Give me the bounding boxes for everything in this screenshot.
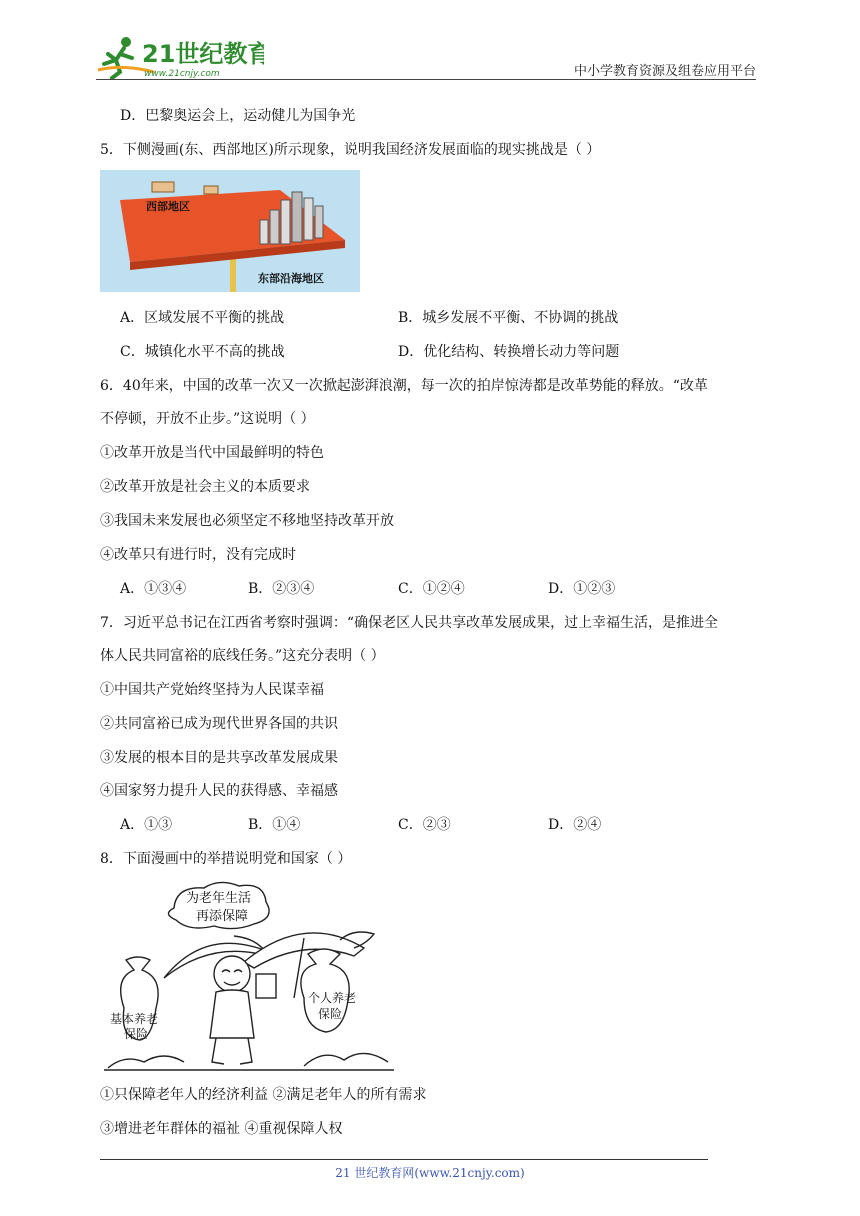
q5-stem: 5．下侧漫画(东、西部地区)所示现象，说明我国经济发展面临的现实挑战是（ ） [100,142,601,158]
footer-link[interactable]: 21 世纪教育网(www.21cnjy.com) [335,1166,525,1180]
site-logo [94,34,264,80]
q7-statement-3: ③发展的根本目的是共享改革发展成果 [100,750,338,766]
q6-option-b: B．②③④ [248,581,315,597]
logo-text: 21世纪教育 [142,40,264,68]
q5-option-b: B．城乡发展不平衡、不协调的挑战 [398,310,619,326]
q8-cartoon-elderly-insurance [104,878,394,1074]
q5-option-c: C．城镇化水平不高的挑战 [120,344,285,360]
footer-divider [100,1159,708,1160]
q7-statement-1: ①中国共产党始终坚持为人民谋幸福 [100,682,324,698]
q7-option-d: D．②④ [548,817,602,833]
q6-statement-2: ②改革开放是社会主义的本质要求 [100,479,310,495]
q6-statement-4: ④改革只有进行时，没有完成时 [100,547,296,563]
q7-stem-line2: 体人民共同富裕的底线任务。”这充分表明（ ） [100,648,385,664]
logo-url: www.21cnjy.com [144,69,220,79]
label-east-coast: 东部沿海地区 [258,272,324,285]
q4-option-d: D．巴黎奥运会上，运动健儿为国争光 [120,108,356,124]
q8-statements-row1: ①只保障老年人的经济利益 ②满足老年人的所有需求 [100,1087,427,1103]
q6-option-a: A．①③④ [120,581,187,597]
q8-statements-row2: ③增进老年群体的福祉 ④重视保障人权 [100,1121,343,1137]
q6-statement-1: ①改革开放是当代中国最鲜明的特色 [100,445,324,461]
q7-option-a: A．①③ [120,817,173,833]
runner-logo-icon [94,34,264,80]
header-divider [96,79,756,80]
q7-option-c: C．②③ [398,817,451,833]
q5-cartoon-east-west [100,170,360,292]
cloud-text-line1: 为老年生活 [186,891,252,906]
q5-option-a: A．区域发展不平衡的挑战 [120,310,285,326]
q7-option-b: B．①④ [248,817,301,833]
right-bag-text-line2: 保险 [318,1007,343,1021]
q6-stem-line2: 不停顿，开放不止步。”这说明（ ） [100,411,315,427]
q6-option-d: D．①②③ [548,581,616,597]
left-bag-text-line2: 保险 [124,1027,149,1041]
q7-statement-4: ④国家努力提升人民的获得感、幸福感 [100,783,338,799]
q6-stem-line1: 6．40年来，中国的改革一次又一次掀起澎湃浪潮，每一次的拍岸惊涛都是改革势能的释放。“改革 [100,378,708,394]
cloud-text-line2: 再添保障 [196,909,249,924]
q7-statement-2: ②共同富裕已成为现代世界各国的共识 [100,716,338,732]
q7-stem-line1: 7．习近平总书记在江西省考察时强调：“确保老区人民共享改革发展成果，过上幸福生活，是推进全 [100,615,719,631]
q8-stem: 8．下面漫画中的举措说明党和国家（ ） [100,851,352,867]
left-bag-text-line1: 基本养老 [110,1012,159,1026]
label-west-region: 西部地区 [146,200,190,213]
q6-statement-3: ③我国未来发展也必须坚定不移地坚持改革开放 [100,513,394,529]
q5-option-d: D．优化结构、转换增长动力等问题 [398,344,620,360]
q6-option-c: C．①②④ [398,581,465,597]
right-bag-text-line1: 个人养老 [308,991,357,1005]
platform-title: 中小学教育资源及组卷应用平台 [573,64,756,79]
